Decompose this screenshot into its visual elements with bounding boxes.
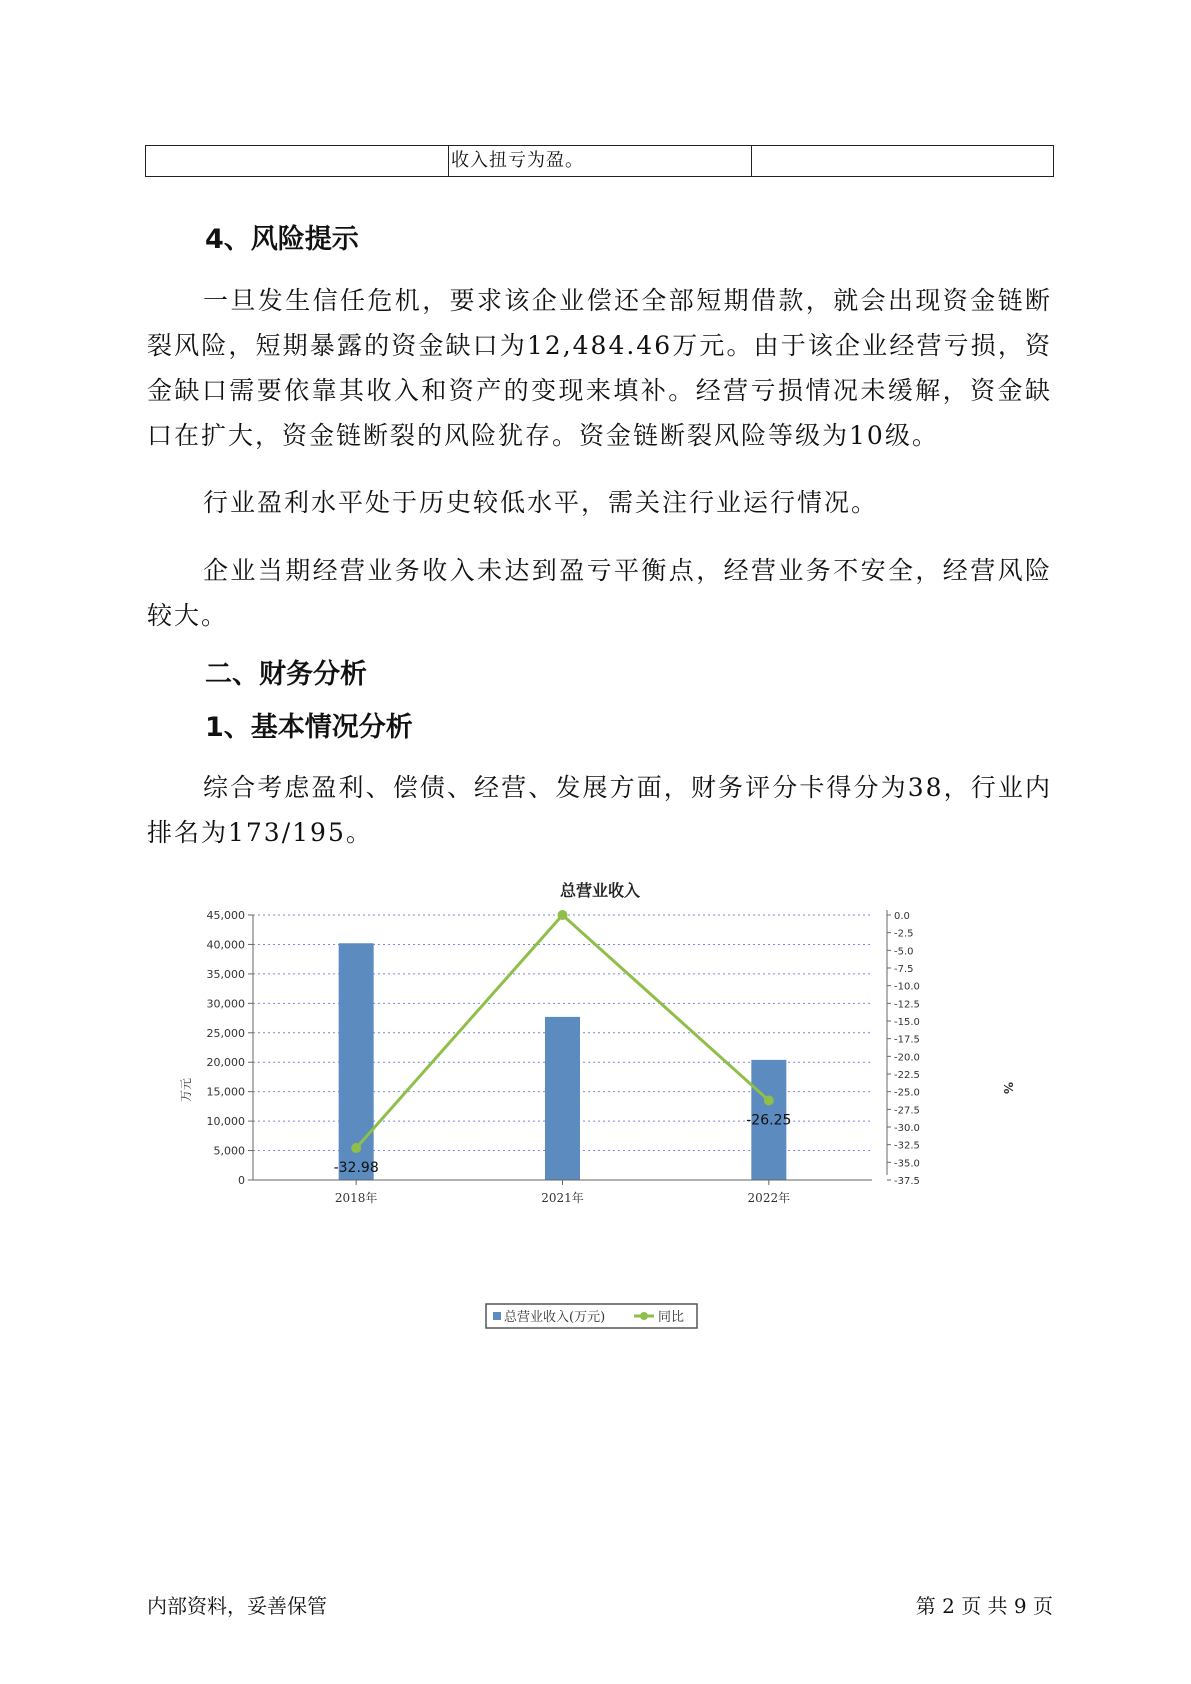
- y-tick-label: 35,000: [206, 967, 245, 981]
- x-tick-label: 2022年: [747, 1191, 791, 1205]
- y-tick-label: 40,000: [206, 938, 245, 952]
- table-fragment: [145, 145, 1054, 177]
- table-cell-text: 收入扭亏为盈。: [449, 146, 752, 176]
- y2-tick-label: -30.0: [894, 1123, 920, 1134]
- footer-page-number: 第 2 页 共 9 页: [915, 1594, 1053, 1618]
- point-yoy-2018年: [351, 1143, 361, 1153]
- y2-tick-label: -10.0: [894, 981, 920, 993]
- revenue-chart: [170, 870, 1040, 1340]
- y2-tick-label: -5.0: [894, 946, 914, 958]
- legend-label-yoy: 同比: [658, 1310, 685, 1325]
- y-tick-label: 15,000: [206, 1085, 245, 1099]
- y2-tick-label: -32.5: [894, 1140, 920, 1152]
- x-tick-label: 2021年: [541, 1191, 584, 1205]
- y2-tick-label: -27.5: [894, 1105, 920, 1117]
- chart-title: 总营业收入: [559, 881, 641, 900]
- legend-swatch-revenue: [493, 1312, 501, 1320]
- y-tick-label: 30,000: [206, 997, 245, 1011]
- risk-paragraph-2: 行业盈利水平处于历史较低水平，需关注行业运行情况。: [203, 488, 879, 517]
- point-yoy-2021年: [558, 910, 568, 920]
- bar-revenue-2021年: [545, 1017, 580, 1180]
- legend-marker-yoy: [640, 1312, 648, 1320]
- y2-tick-label: -15.0: [894, 1017, 920, 1028]
- y2-tick-label: -37.5: [894, 1176, 920, 1187]
- finance-paragraph: 综合考虑盈利、偿债、经营、发展方面，财务评分卡得分为38，行业内排名为173/195。: [147, 773, 1052, 847]
- section-heading-finance: 二、财务分析: [205, 659, 367, 690]
- y-tick-label: 25,000: [206, 1026, 245, 1040]
- footer-confidential: 内部资料，妥善保管: [147, 1594, 327, 1618]
- section-heading-risk: 4、风险提示: [205, 224, 359, 255]
- y2-tick-label: -25.0: [894, 1087, 920, 1099]
- y2-tick-label: -17.5: [894, 1034, 920, 1046]
- y2-tick-label: -22.5: [894, 1070, 920, 1081]
- data-label-yoy: -26.25: [746, 1112, 792, 1129]
- risk-paragraph-3: 企业当期经营业务收入未达到盈亏平衡点，经营业务不安全，经营风险较大。: [147, 556, 1052, 630]
- y2-tick-label: -7.5: [894, 964, 914, 975]
- data-label-yoy: -32.98: [333, 1160, 379, 1177]
- y-tick-label: 20,000: [206, 1056, 245, 1070]
- y2-tick-label: -20.0: [894, 1052, 920, 1064]
- table-cell-empty: [752, 146, 1053, 176]
- table-cell-empty: [146, 146, 449, 176]
- y2-tick-label: 0.0: [894, 911, 910, 922]
- y2-axis-label: %: [1001, 1081, 1015, 1095]
- x-tick-label: 2018年: [334, 1191, 378, 1205]
- y-tick-label: 0: [238, 1174, 245, 1187]
- subheading-basic-analysis: 1、基本情况分析: [205, 712, 413, 743]
- y-tick-label: 45,000: [206, 909, 245, 922]
- y-axis-label: 万元: [179, 1077, 193, 1103]
- y2-tick-label: -35.0: [894, 1158, 920, 1170]
- y-tick-label: 10,000: [206, 1115, 245, 1129]
- y2-tick-label: -12.5: [894, 999, 920, 1011]
- chart-legend: [486, 1304, 697, 1328]
- risk-paragraph-1: 一旦发生信任危机，要求该企业偿还全部短期借款，就会出现资金链断裂风险，短期暴露的资金缺口为12,484.46万元。由于该企业经营亏损，资金缺口需要依靠其收入和资产的变现来填补。经营亏损情况未缓解，资金缺口在扩大，资金链断裂的风险犹存。资金链断裂风险等级为10级。: [147, 286, 1052, 450]
- y2-tick-label: -2.5: [894, 928, 914, 940]
- legend-label-revenue: 总营业收入(万元): [504, 1310, 606, 1325]
- point-yoy-2022年: [764, 1096, 774, 1106]
- y-tick-label: 5,000: [213, 1144, 245, 1158]
